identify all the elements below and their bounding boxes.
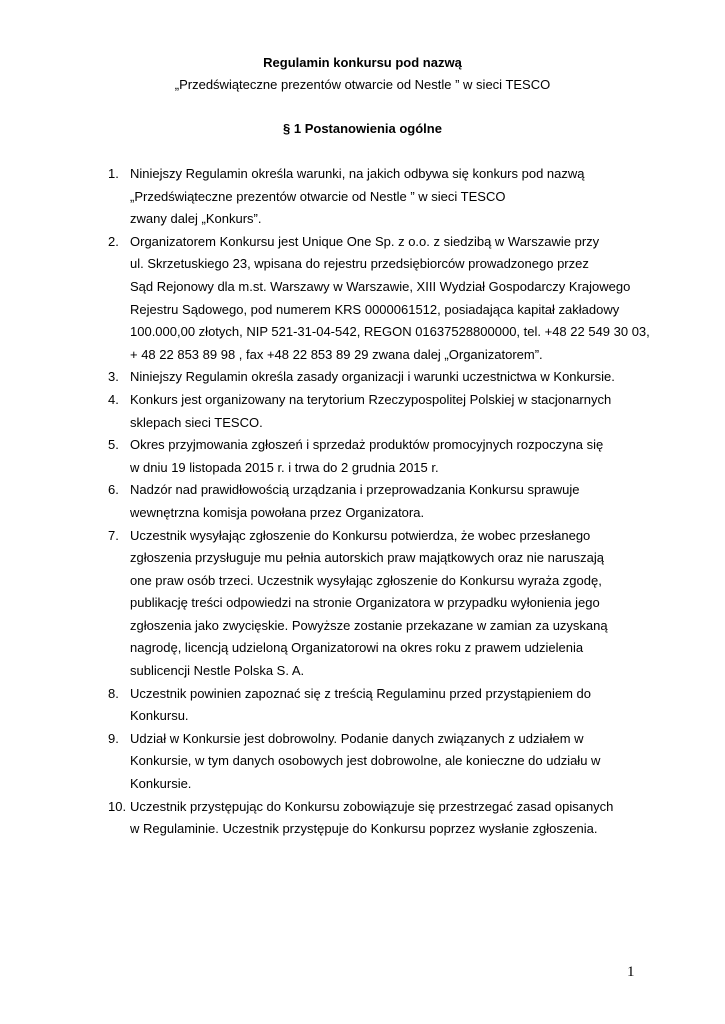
list-item-number: 8. (108, 685, 119, 701)
list-item-text-line: + 48 22 853 89 98 , fax +48 22 853 89 29 zwana dalej „Organizatorem”. (130, 346, 543, 362)
list-item-text-line: zwany dalej „Konkurs”. (130, 211, 262, 227)
list-item-text-line: 100.000,00 złotych, NIP 521-31-04-542, REGON 01637528800000, tel. +48 22 549 30 03, (130, 324, 650, 340)
list-item (108, 231, 648, 367)
list-item-text-line: w dniu 19 listopada 2015 r. i trwa do 2 grudnia 2015 r. (130, 459, 439, 475)
list-item-text-line: sublicencji Nestle Polska S. A. (130, 663, 305, 679)
list-item-text-line: Rejestru Sądowego, pod numerem KRS 0000061512, posiadająca kapitał zakładowy (130, 301, 620, 317)
list-item-text-line: „Przedświąteczne prezentów otwarcie od Nestle ” w sieci TESCO (130, 188, 506, 204)
list-item-text-line: sklepach sieci TESCO. (130, 414, 263, 430)
list-item-number: 7. (108, 527, 119, 543)
list-item (108, 525, 648, 683)
regulation-list (108, 163, 648, 841)
list-item (108, 479, 648, 524)
list-item-text-line: Udział w Konkursie jest dobrowolny. Podanie danych związanych z udziałem w (130, 730, 584, 746)
list-item-number: 3. (108, 369, 119, 385)
list-item-text-line: ul. Skrzetuskiego 23, wpisana do rejestru przedsiębiorców prowadzonego przez (130, 256, 589, 272)
list-item-number: 5. (108, 437, 119, 453)
list-item-text-line: Niniejszy Regulamin określa warunki, na jakich odbywa się konkurs pod nazwą (130, 166, 585, 181)
list-item-text-line: zgłoszenia jako zwycięskie. Powyższe zostanie przekazane w zamian za uzyskaną (130, 617, 608, 633)
list-item-text-line: wewnętrzna komisja powołana przez Organizatora. (130, 504, 425, 520)
list-item-number: 6. (108, 482, 119, 498)
list-item (108, 163, 648, 231)
list-item-text-line: Nadzór nad prawidłowością urządzania i przeprowadzania Konkursu sprawuje (130, 482, 580, 498)
list-item-text-line: Sąd Rejonowy dla m.st. Warszawy w Warszawie, XIII Wydział Gospodarczy Krajowego (130, 278, 631, 294)
list-item (108, 683, 648, 728)
list-item (108, 389, 648, 434)
list-item-text-line: w Regulaminie. Uczestnik przystępuje do Konkursu poprzez wysłanie zgłoszenia. (130, 821, 598, 837)
list-item-number: 4. (108, 391, 119, 407)
list-item-text-line: Konkursu. (130, 708, 189, 724)
list-item-number: 1. (108, 166, 119, 181)
list-item-number: 10. (108, 798, 127, 814)
list-item-text-line: Niniejszy Regulamin określa zasady organizacji i warunki uczestnictwa w Konkursie. (130, 369, 615, 385)
list-item-number: 9. (108, 730, 119, 746)
list-item (108, 366, 648, 389)
list-item-text-line: Uczestnik wysyłając zgłoszenie do Konkursu potwierdza, że wobec przesłanego (130, 527, 591, 543)
list-item-text-line: one praw osób trzeci. Uczestnik wysyłając zgłoszenie do Konkursu wyraża zgodę, (130, 572, 602, 588)
list-item-text-line: Okres przyjmowania zgłoszeń i sprzedaż produktów promocyjnych rozpoczyna się (130, 437, 604, 453)
list-item-text-line: Uczestnik przystępując do Konkursu zobowiązuje się przestrzegać zasad opisanych (130, 798, 614, 814)
list-item (108, 728, 648, 796)
list-item (108, 434, 648, 479)
list-item-text-line: Konkurs jest organizowany na terytorium Rzeczypospolitej Polskiej w stacjonarnych (130, 391, 612, 407)
list-item-text-line: Konkursie. (130, 776, 192, 792)
list-item-text-line: publikację treści odpowiedzi na stronie Organizatora w przypadku wyłonienia jego (130, 595, 600, 611)
section-heading: § 1 Postanowienia ogólne (283, 121, 442, 136)
list-item-text-line: Organizatorem Konkursu jest Unique One Sp. z o.o. z siedzibą w Warszawie przy (130, 233, 600, 249)
list-item (108, 796, 648, 841)
list-item-text-line: Konkursie, w tym danych osobowych jest dobrowolne, ale konieczne do udziału w (130, 753, 601, 769)
document-subtitle: „Przedświąteczne prezentów otwarcie od Nestle ” w sieci TESCO (174, 77, 551, 92)
list-item-text-line: nagrodę, licencją udzieloną Organizatorowi na okres roku z prawem udzielenia (130, 640, 584, 656)
page-number: 1 (627, 964, 635, 980)
list-item-number: 2. (108, 233, 119, 249)
document-title: Regulamin konkursu pod nazwą (263, 55, 462, 70)
list-item-text-line: Uczestnik powinien zapoznać się z treścią Regulaminu przed przystąpieniem do (130, 685, 592, 701)
list-item-text-line: zgłoszenia przysługuje mu pełnia autorskich praw majątkowych oraz nie naruszają (130, 550, 605, 566)
